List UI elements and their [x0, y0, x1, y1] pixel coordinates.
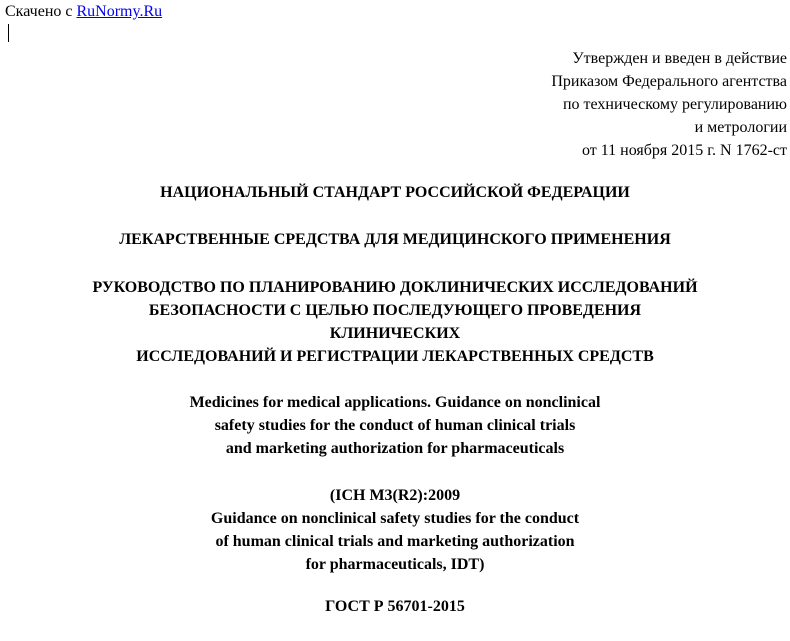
approval-line: и метрологии	[694, 119, 787, 136]
english-title	[0, 391, 790, 460]
ich-reference-line: (ICH M3(R2):2009	[329, 487, 461, 504]
russian-title-line: ИССЛЕДОВАНИЙ И РЕГИСТРАЦИИ ЛЕКАРСТВЕННЫХ СРЕДСТВ	[136, 348, 654, 365]
russian-title	[0, 276, 790, 368]
source-prefix: Скачено с	[5, 3, 77, 20]
source-line	[5, 2, 162, 21]
ich-reference	[0, 484, 790, 576]
source-link[interactable]: RuNormy.Ru	[76, 3, 163, 20]
category-text: ЛЕКАРСТВЕННЫЕ СРЕДСТВА ДЛЯ МЕДИЦИНСКОГО ПРИМЕНЕНИЯ	[119, 231, 671, 248]
english-title-line: Medicines for medical applications. Guidance on nonclinical	[189, 394, 601, 411]
gost-number	[0, 597, 790, 617]
approval-line: по техническому регулированию	[562, 96, 787, 113]
ich-reference-line: for pharmaceuticals, IDT)	[305, 556, 485, 573]
russian-title-line: КЛИНИЧЕСКИХ	[329, 325, 461, 342]
russian-title-line: БЕЗОПАСНОСТИ С ЦЕЛЬЮ ПОСЛЕДУЮЩЕГО ПРОВЕДЕНИЯ	[148, 302, 642, 319]
approval-line: Приказом Федерального агентства	[551, 73, 787, 90]
standard-title-text: НАЦИОНАЛЬНЫЙ СТАНДАРТ РОССИЙСКОЙ ФЕДЕРАЦИИ	[160, 184, 630, 201]
gost-number-text: ГОСТ Р 56701-2015	[325, 598, 465, 615]
text-cursor	[8, 24, 9, 42]
english-title-line: and marketing authorization for pharmaceuticals	[225, 440, 565, 457]
category-heading	[0, 230, 790, 250]
english-title-line: safety studies for the conduct of human clinical trials	[214, 417, 576, 434]
ich-reference-line: Guidance on nonclinical safety studies for the conduct	[210, 510, 580, 527]
approval-line: от 11 ноября 2015 г. N 1762-ст	[581, 142, 787, 159]
approval-block	[551, 47, 787, 162]
standard-title	[0, 183, 790, 203]
ich-reference-line: of human clinical trials and marketing authorization	[215, 533, 575, 550]
russian-title-line: РУКОВОДСТВО ПО ПЛАНИРОВАНИЮ ДОКЛИНИЧЕСКИХ ИССЛЕДОВАНИЙ	[92, 279, 698, 296]
approval-line: Утвержден и введен в действие	[572, 50, 787, 67]
